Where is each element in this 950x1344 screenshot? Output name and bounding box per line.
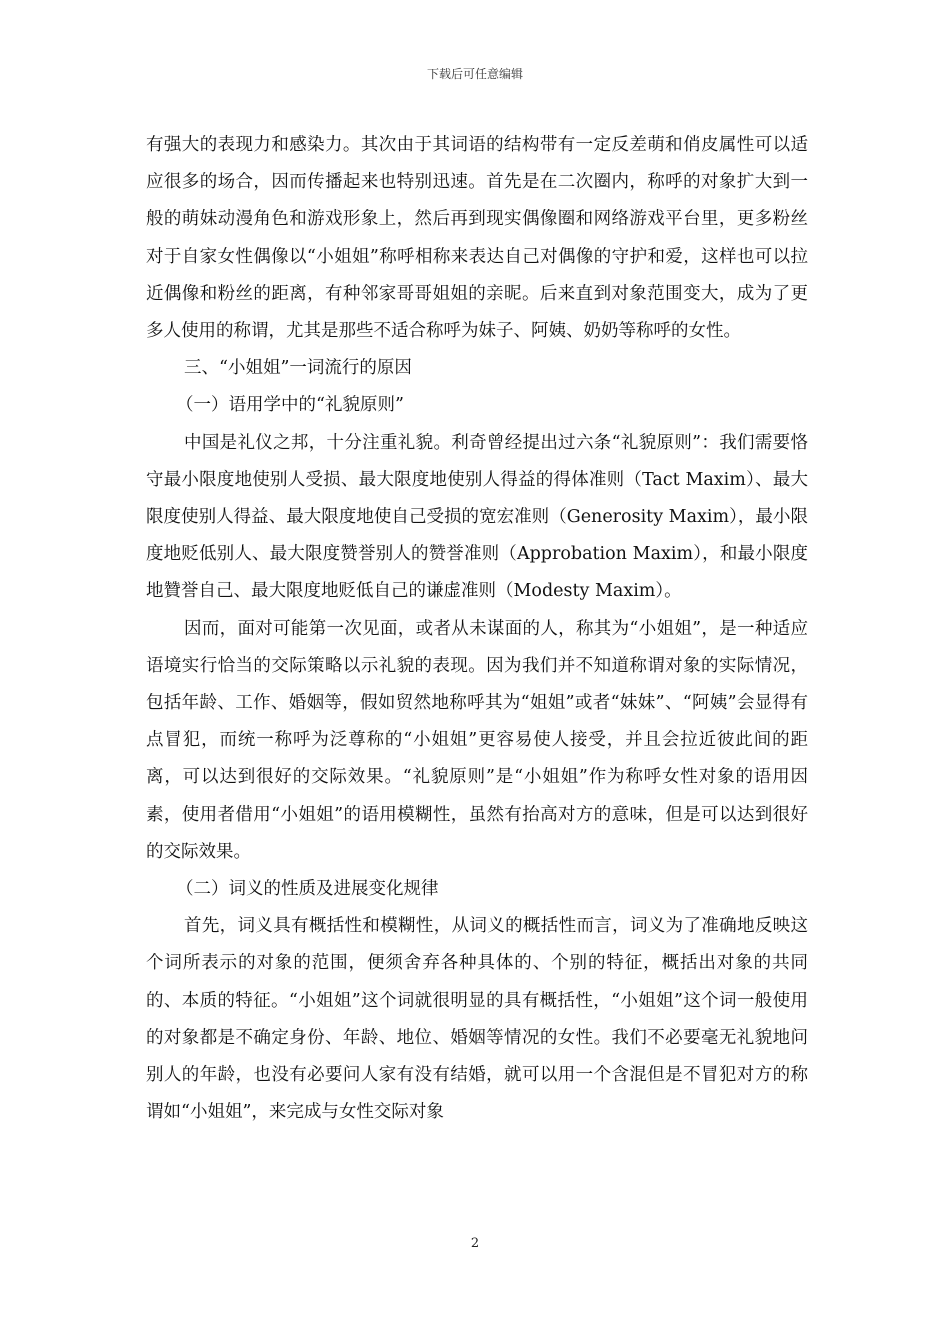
page-number: 2 (470, 1236, 480, 1251)
document-body (146, 127, 808, 1131)
page-header-note: 下载后可任意编辑 (426, 67, 523, 81)
paragraph-politeness-principle: 中国是礼仪之邦，十分注重礼貌。利奇曾经提出过六条“礼貌原则”：我们需要恪守最小限度地使别人受损、最大限度地使别人得益的得体准则（Tact Maxim）、最大限度使别人得益、最大限度地使自己受损的宽宏准则（Generosity Maxim），最小限度地贬低别人、最大限度赞誉别人的赞誉准则（Approbation Maxim），和最小限度地贊誉自己、最大限度地贬低自己的谦虚准则（Modesty Maxim）。 (146, 432, 808, 602)
subsection-heading-2: （二）词义的性质及进展变化规律 (176, 879, 439, 900)
section-heading-3: 三、“小姐姐”一词流行的原因 (184, 358, 412, 379)
paragraph-word-meaning: 首先，词义具有概括性和模糊性，从词义的概括性而言，词义为了准确地反映这个词所表示的对象的范围，便须舍弃各种具体的、个别的特征，概括出对象的共同的、本质的特征。“小姐姐”这个词就很明显的具有概括性，“小姐姐”这个词一般使用的对象都是不确定身份、年龄、地位、婚姻等情况的女性。我们不必要毫无礼貌地问别人的年龄，也没有必要问人家有没有结婚，就可以用一个含混但是不冒犯对方的称谓如“小姐姐”，来完成与女性交际对象 (146, 916, 808, 1123)
paragraph-polite-address: 因而，面对可能第一次见面，或者从未谋面的人，称其为“小姐姐”，是一种适应语境实行恰当的交际策略以示礼貌的表现。因为我们并不知道称谓对象的实际情况，包括年龄、工作、婚姻等，假如贸然地称呼其为“姐姐”或者“妹妹”、“阿姨”会显得有点冒犯，而统一称呼为泛尊称的“小姐姐”更容易使人接受，并且会拉近彼此间的距离，可以达到很好的交际效果。“礼貌原则”是“小姐姐”作为称呼女性对象的语用因素，使用者借用“小姐姐”的语用模糊性，虽然有抬高对方的意味，但是可以达到很好的交际效果。 (146, 618, 808, 862)
subsection-heading-1: （一）语用学中的“礼貌原则” (176, 395, 404, 416)
paragraph-continuation: 有强大的表现力和感染力。其次由于其词语的结构带有一定反差萌和俏皮属性可以适应很多的场合，因而传播起来也特别迅速。首先是在二次圈内，称呼的对象扩大到一般的萌妹动漫角色和游戏形象上，然后再到现实偶像圈和网络游戏平台里，更多粉丝对于自家女性偶像以“小姐姐”称呼相称来表达自己对偶像的守护和爱，这样也可以拉近偶像和粉丝的距离，有种邻家哥哥姐姐的亲昵。后来直到对象范围变大，成为了更多人使用的称谓，尤其是那些不适合称呼为妹子、阿姨、奶奶等称呼的女性。 (146, 135, 808, 342)
